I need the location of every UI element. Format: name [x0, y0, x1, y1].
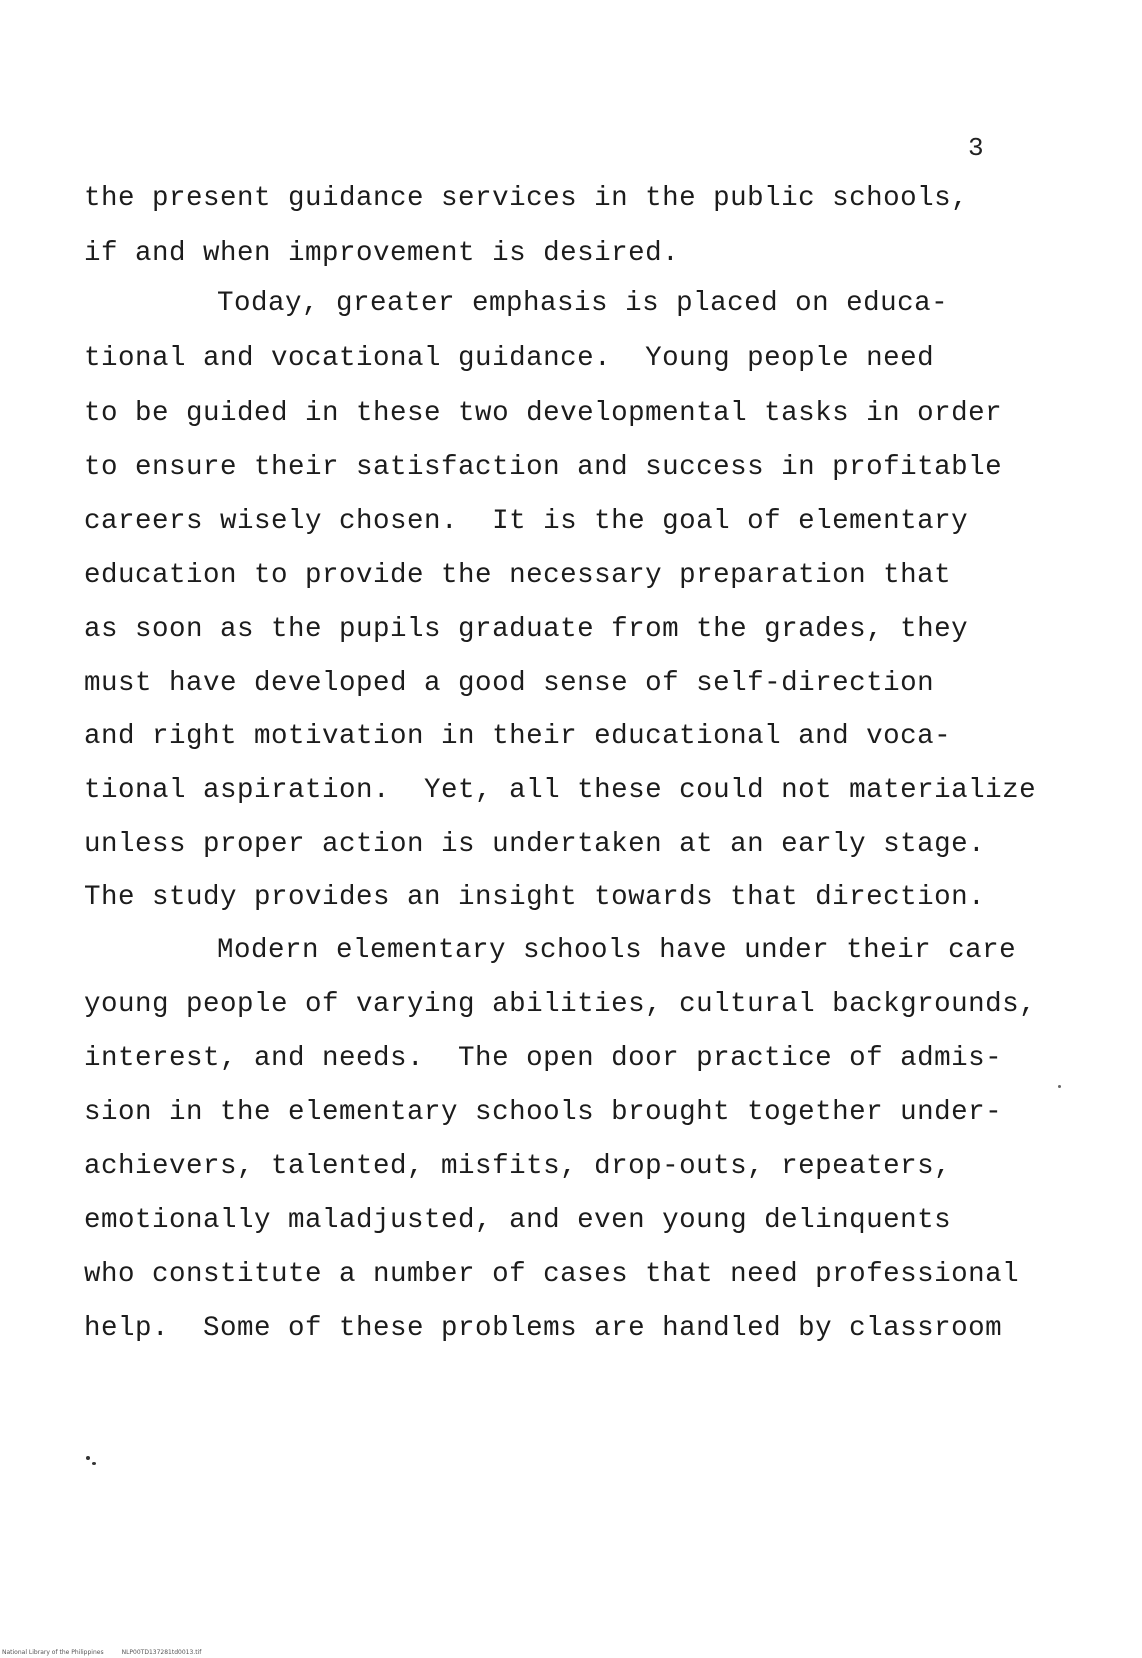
- ink-speck: [92, 1462, 96, 1465]
- text-line: young people of varying abilities, cultural backgrounds,: [84, 989, 1037, 1020]
- text-line: sion in the elementary schools brought together under-: [84, 1097, 1003, 1128]
- paragraph-first-line: Today, greater emphasis is placed on educa-: [217, 288, 949, 319]
- text-line: must have developed a good sense of self-direction: [84, 668, 935, 699]
- page-number: 3: [968, 133, 984, 163]
- text-line: and right motivation in their educational and voca-: [84, 721, 952, 752]
- text-line: tional and vocational guidance. Young people need: [84, 343, 935, 374]
- footer-library: National Library of the Philippines: [2, 1649, 104, 1656]
- ink-speck: [1058, 1085, 1061, 1088]
- scan-footer: [2, 1650, 201, 1656]
- text-line: interest, and needs. The open door practice of admis-: [84, 1043, 1003, 1074]
- text-line: tional aspiration. Yet, all these could not materialize: [84, 775, 1037, 806]
- text-line: The study provides an insight towards that direction.: [84, 882, 986, 913]
- text-line: the present guidance services in the public schools,: [84, 183, 969, 214]
- text-line: help. Some of these problems are handled by classroom: [84, 1313, 1003, 1344]
- text-line: who constitute a number of cases that need professional: [84, 1259, 1020, 1290]
- text-line: if and when improvement is desired.: [84, 238, 680, 269]
- text-line: achievers, talented, misfits, drop-outs, repeaters,: [84, 1151, 952, 1182]
- text-line: as soon as the pupils graduate from the grades, they: [84, 614, 969, 645]
- paragraph-first-line: Modern elementary schools have under their care: [217, 935, 1017, 966]
- ink-speck: [86, 1456, 90, 1460]
- text-line: to be guided in these two developmental tasks in order: [84, 398, 1003, 429]
- text-line: careers wisely chosen. It is the goal of elementary: [84, 506, 969, 537]
- footer-file-id: NLP00TD137281td0013.tif: [121, 1649, 202, 1656]
- text-line: education to provide the necessary preparation that: [84, 560, 952, 591]
- text-line: to ensure their satisfaction and success in profitable: [84, 452, 1003, 483]
- text-line: emotionally maladjusted, and even young delinquents: [84, 1205, 952, 1236]
- text-line: unless proper action is undertaken at an early stage.: [84, 829, 986, 860]
